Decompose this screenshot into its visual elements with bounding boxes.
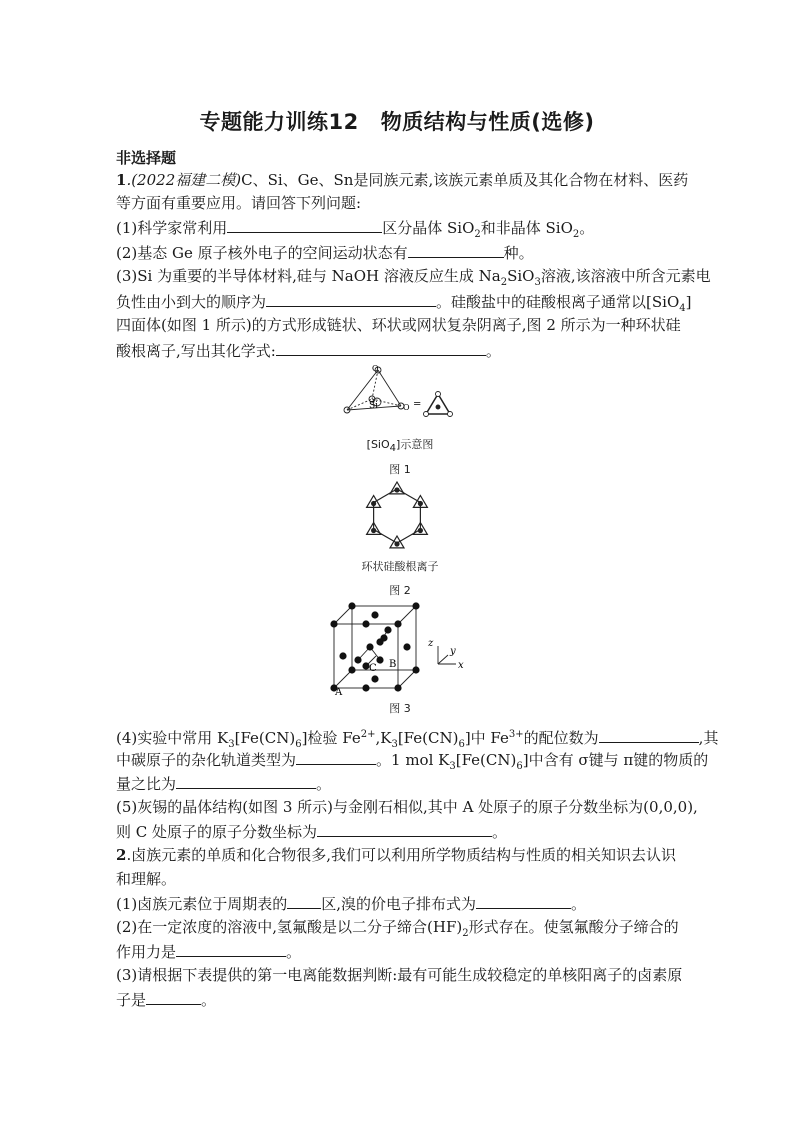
answer-blank[interactable]	[266, 291, 436, 307]
q1-part5-line1: (5)灰锡的晶体结构(如图 3 所示)与金刚石相似,其中 A 处原子的原子分数坐标为(0,0,0),	[116, 798, 698, 816]
q2-number: 2	[116, 846, 127, 864]
q2-p1-text: 区,溴的价电子排布式为	[321, 895, 477, 913]
q1-p4-text: 。1 mol K	[376, 751, 450, 769]
answer-blank[interactable]	[227, 217, 382, 233]
cell-edge	[398, 670, 416, 688]
q1-p4-text: [Fe(CN)	[455, 751, 517, 769]
silicon-atom	[418, 529, 422, 533]
figure-3-label: 图 3	[389, 702, 411, 715]
tin-atom	[403, 643, 410, 650]
q2-text: .卤族元素的单质和化合物很多,我们可以利用所学物质结构与性质的相关知识去认识	[126, 846, 676, 864]
q1-p1-text: 区分晶体 SiO	[382, 219, 475, 237]
q1-part3-line4	[116, 340, 501, 361]
q1-p4-text: ]检验 Fe	[301, 729, 361, 747]
tin-atom	[362, 684, 369, 691]
silicon-atom	[418, 502, 422, 506]
q1-p4-text: [Fe(CN)	[234, 729, 296, 747]
tin-atom	[339, 652, 346, 659]
equals-sign: =	[413, 399, 422, 410]
tin-atom	[362, 620, 369, 627]
q1-p4-text: ,其	[698, 729, 719, 747]
oxygen-atom	[436, 392, 441, 397]
page-title	[0, 106, 794, 136]
q1-p3-text: 溶液,该溶液中所含元素电	[540, 267, 711, 285]
answer-blank[interactable]	[276, 340, 486, 356]
tin-atom	[412, 602, 419, 609]
tin-atom	[371, 611, 378, 618]
q1-p3-text: 。硅酸盐中的硅酸根离子通常以[SiO	[436, 293, 680, 311]
q1-p4-text: 的配位数为	[523, 729, 599, 747]
silicon-atom	[372, 529, 376, 533]
superscript: 3+	[508, 729, 524, 740]
q1-number: 1	[116, 171, 127, 189]
tin-atom	[376, 656, 383, 663]
subscript: 3	[534, 277, 541, 288]
q1-part4-line3	[116, 773, 331, 794]
q1-p3-text: SiO	[507, 267, 535, 285]
q1-p4-text: ,K	[375, 729, 392, 747]
cell-edge	[398, 606, 416, 624]
subscript: 2	[462, 928, 469, 939]
tin-atom	[412, 666, 419, 673]
q1-part5-line2	[116, 821, 507, 842]
q1-p3-text: 负性由小到大的顺序为	[116, 293, 267, 311]
subscript: 2	[572, 229, 580, 240]
figure-2-ring-silicate	[347, 480, 447, 552]
q1-text: C、Si、Ge、Sn是同族元素,该族元素单质及其化合物在材料、医药	[241, 171, 689, 189]
atom-label: O	[403, 403, 410, 412]
answer-blank[interactable]	[317, 821, 492, 837]
tin-atom	[354, 656, 361, 663]
answer-blank[interactable]	[176, 773, 316, 789]
atom-label: O	[372, 364, 379, 373]
q2-p2-text: 。	[286, 943, 302, 961]
q1-p3-text: 。	[485, 342, 501, 360]
q2-stem-line1	[116, 845, 676, 865]
figure-1-tetrahedron	[335, 362, 465, 422]
subscript: 4	[389, 443, 397, 455]
q1-p4-text: 量之比为	[116, 775, 177, 793]
title-sub: 物质结构与性质(选修)	[380, 110, 595, 134]
section-heading: 非选择题	[116, 149, 177, 167]
q1-part3-line1	[116, 266, 711, 293]
q1-p1-text: 。	[579, 219, 595, 237]
answer-blank[interactable]	[476, 893, 571, 909]
tin-atom	[348, 666, 355, 673]
silicon-atom	[436, 405, 440, 409]
subscript: 2	[500, 277, 508, 288]
tetrahedron-symbol	[426, 394, 450, 414]
subscript: 6	[458, 739, 465, 750]
tin-atom	[366, 643, 373, 650]
oxygen-atom	[448, 412, 453, 417]
subscript: 6	[295, 739, 302, 750]
q1-stem-line2: 等方面有重要应用。请回答下列问题:	[116, 194, 362, 212]
q1-part1	[116, 217, 594, 245]
answer-blank[interactable]	[176, 941, 286, 957]
point-label-b: B	[389, 659, 397, 670]
q2-part2-line1	[116, 917, 679, 944]
figure-1-caption	[340, 436, 460, 454]
ring-bond	[374, 489, 397, 503]
silicon-atom	[395, 542, 399, 546]
axis-label-z: z	[428, 638, 434, 649]
axis-label-y: y	[450, 646, 456, 657]
subscript: 3	[228, 739, 235, 750]
tin-atom	[394, 684, 401, 691]
q1-p1-text: 和非晶体 SiO	[480, 219, 573, 237]
q1-p4-text: [Fe(CN)	[397, 729, 459, 747]
figure-2-caption: 环状硅酸根离子	[361, 560, 439, 573]
q1-p3-text: (3)Si 为重要的半导体材料,硅与 NaOH 溶液反应生成 Na	[116, 267, 501, 285]
q2-p1-text: 。	[571, 895, 587, 913]
ring-bond	[374, 530, 397, 544]
superscript: 2+	[360, 729, 376, 740]
q2-part1	[116, 893, 586, 914]
q2-part2-line2	[116, 941, 301, 962]
q1-part2	[116, 242, 534, 263]
y-axis	[438, 655, 448, 664]
answer-blank[interactable]	[599, 727, 699, 743]
figure-3-crystal-cell	[330, 602, 475, 697]
q1-p1-text: (1)科学家常利用	[116, 219, 228, 237]
caption-text: [SiO	[366, 438, 390, 451]
cell-edge	[334, 670, 352, 688]
answer-blank[interactable]	[287, 893, 321, 909]
q2-part3-line1: (3)请根据下表提供的第一电离能数据判断:最有可能生成较稳定的单核阳离子的卤素原	[116, 966, 683, 984]
answer-blank[interactable]	[296, 749, 376, 765]
point-label-c: C	[369, 663, 377, 674]
q1-p2-text: (2)基态 Ge 原子核外电子的空间运动状态有	[116, 244, 408, 262]
q1-p4-text: (4)实验中常用 K	[116, 729, 229, 747]
q2-part3-line2	[116, 989, 216, 1010]
q1-p5-text: 则 C 处原子的原子分数坐标为	[116, 823, 318, 841]
tin-atom	[384, 626, 391, 633]
q1-p4-text: 中碳原子的杂化轨道类型为	[116, 751, 297, 769]
q2-p3-text: 。	[201, 991, 217, 1009]
tin-atom	[371, 675, 378, 682]
tin-atom	[330, 620, 337, 627]
silicon-atom	[372, 502, 376, 506]
tin-atom	[394, 620, 401, 627]
tin-atom	[348, 602, 355, 609]
q1-source: .(2022福建二模)	[126, 171, 242, 189]
oxygen-atom	[424, 412, 429, 417]
bond-line	[378, 370, 401, 406]
atom-label: Si	[369, 401, 379, 411]
caption-text: ]示意图	[396, 438, 434, 451]
q1-p5-text: 。	[492, 823, 508, 841]
subscript: 3	[391, 739, 398, 750]
cell-edge	[334, 606, 352, 624]
subscript: 4	[679, 303, 686, 314]
q1-part3-line3: 四面体(如图 1 所示)的方式形成链状、环状或网状复杂阴离子,图 2 所示为一种环状硅	[116, 316, 681, 334]
q1-stem-line1	[116, 170, 688, 190]
q2-p2-text: (2)在一定浓度的溶液中,氢氟酸是以二分子缔合(HF)	[116, 918, 463, 936]
figure-1-label: 图 1	[389, 463, 411, 476]
q1-p4-text: 。	[316, 775, 332, 793]
q2-stem-line2: 和理解。	[116, 870, 177, 888]
subscript: 3	[449, 761, 456, 772]
tin-atom	[376, 638, 383, 645]
answer-blank[interactable]	[146, 989, 201, 1005]
subscript: 6	[516, 761, 523, 772]
q2-p3-text: 子是	[116, 991, 147, 1009]
q1-p3-text: 酸根离子,写出其化学式:	[116, 342, 276, 360]
subscript: 2	[474, 229, 481, 240]
axis-label-x: x	[458, 660, 464, 671]
q1-p4-text: ]中 Fe	[464, 729, 509, 747]
q2-p1-text: (1)卤族元素位于周期表的	[116, 895, 288, 913]
q2-p2-text: 形式存在。使氢氟酸分子缔合的	[468, 918, 679, 936]
point-label-a: A	[335, 687, 343, 697]
figure-2-label: 图 2	[389, 584, 411, 597]
title-main: 专题能力训练12	[199, 110, 359, 134]
q1-p2-text: 种。	[503, 244, 534, 262]
q2-p2-text: 作用力是	[116, 943, 177, 961]
answer-blank[interactable]	[408, 242, 504, 258]
q1-p4-text: ]中含有 σ键与 π键的物质的	[522, 751, 709, 769]
q1-p3-text: ]	[685, 293, 692, 311]
